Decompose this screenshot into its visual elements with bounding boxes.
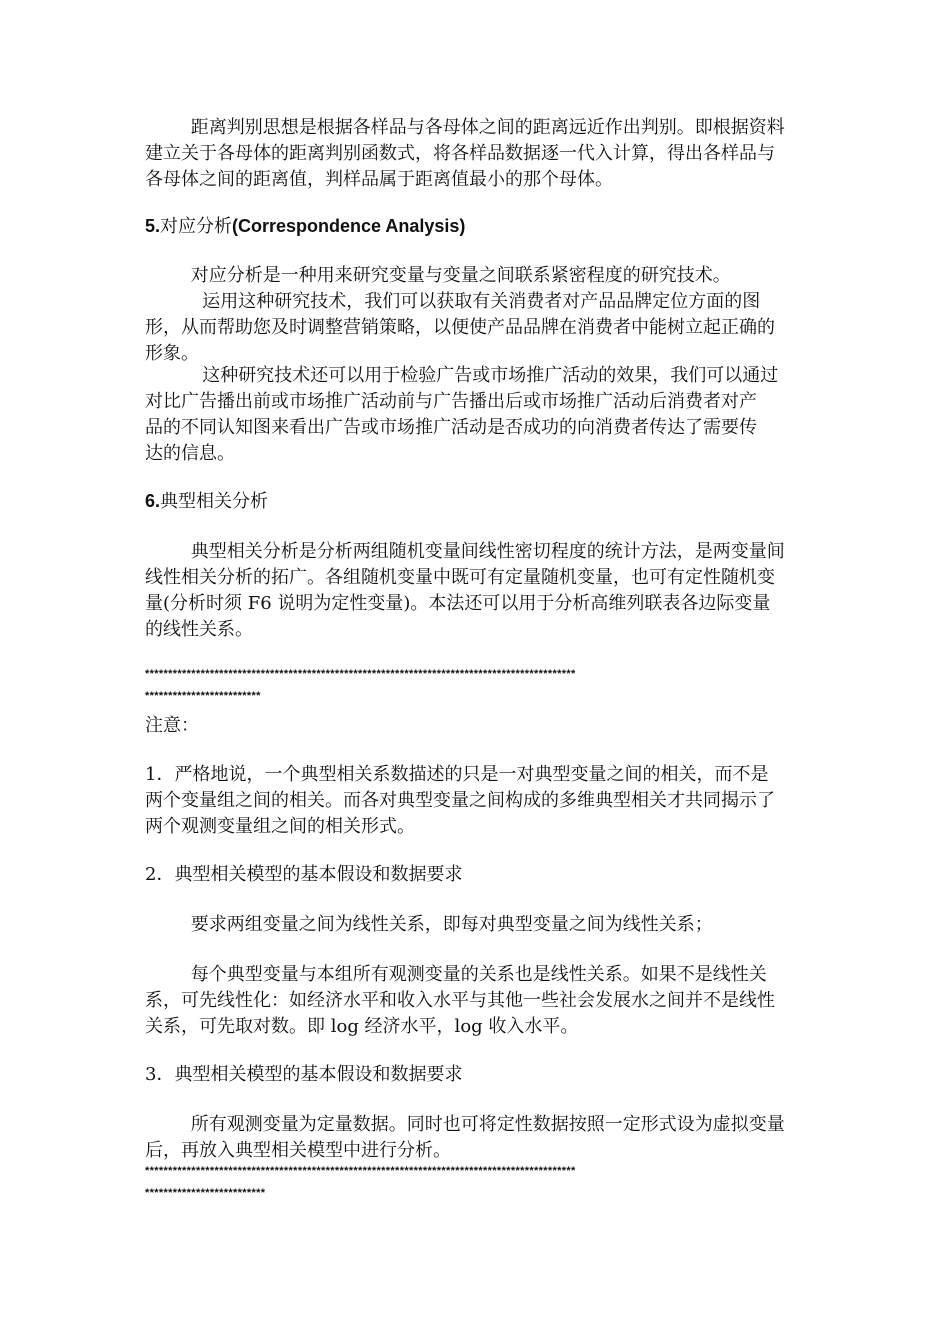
text-line: 系，可先线性化：如经济水平和收入水平与其他一些社会发展水之间并不是线性 (145, 990, 775, 1011)
note-1 (145, 762, 813, 840)
note-2-title (145, 862, 813, 888)
text-line: 形象。 (145, 343, 199, 364)
text-line: 两个观测变量组之间的相关形式。 (145, 816, 415, 837)
text-line: 典型相关分析是分析两组随机变量间线性密切程度的统计方法，是两变量间 (145, 541, 785, 562)
section-6-number: 6. (145, 491, 161, 511)
section-5-heading (145, 214, 465, 239)
text-line: 两个变量组之间的相关。而各对典型变量之间构成的多维典型相关才共同揭示了 (145, 790, 775, 811)
section-6-title-cn: 典型相关分析 (160, 491, 269, 512)
text-line: 形，从而帮助您及时调整营销策略，以便使产品品牌在消费者中能树立起正确的 (145, 317, 775, 338)
text-line: 各母体之间的距离值，判样品属于距离值最小的那个母体。 (145, 169, 613, 190)
paragraph-correspondence-advertising (145, 363, 813, 467)
text-line: 关系，可先取对数。即 log 经济水平，log 收入水平。 (145, 1016, 579, 1037)
text-line: 这种研究技术还可以用于检验广告或市场推广活动的效果，我们可以通过 (145, 365, 779, 386)
section-5-number: 5. (145, 216, 161, 236)
note-label (145, 713, 813, 739)
paragraph-correspondence-definition (145, 263, 813, 289)
note-3-quantitative-data (145, 1112, 813, 1164)
separator-line: ************************** (145, 1187, 266, 1199)
text-line: 对比广告播出前或市场推广活动前与广告播出后或市场推广活动后消费者对产 (145, 391, 757, 412)
paragraph-canonical-correlation (145, 539, 813, 643)
section-6-heading (145, 489, 268, 514)
text-line: 对应分析是一种用来研究变量与变量之间联系紧密程度的研究技术。 (145, 265, 731, 286)
section-5-title-cn: 对应分析 (160, 216, 233, 237)
separator-line: ********************************************************************************************* (145, 1165, 576, 1177)
text-line: 的线性关系。 (145, 619, 253, 640)
separator-line: ************************* (145, 690, 261, 702)
text-line: 注意： (145, 715, 199, 736)
paragraph-correspondence-usage (145, 289, 813, 367)
text-line: 线性相关分析的拓广。各组随机变量中既可有定量随机变量，也可有定性随机变 (145, 567, 775, 588)
text-line: 每个典型变量与本组所有观测变量的关系也是线性关系。如果不是线性关 (145, 964, 767, 985)
text-line: 品的不同认知图来看出广告或市场推广活动是否成功的向消费者传达了需要传 (145, 417, 757, 438)
separator-bottom (145, 1160, 813, 1204)
section-5-title-en: (Correspondence Analysis) (232, 216, 466, 236)
text-line: 运用这种研究技术，我们可以获取有关消费者对产品品牌定位方面的图 (145, 291, 761, 312)
separator-line: ********************************************************************************************* (145, 668, 576, 680)
text-line: 所有观测变量为定量数据。同时也可将定性数据按照一定形式设为虚拟变量 (145, 1114, 785, 1135)
note-3-title (145, 1062, 813, 1088)
text-line: 达的信息。 (145, 443, 235, 464)
text-line: 2．典型相关模型的基本假设和数据要求 (145, 864, 463, 885)
paragraph-distance-discrimination (145, 115, 813, 193)
text-line: 1．严格地说，一个典型相关系数描述的只是一对典型变量之间的相关，而不是 (145, 764, 769, 785)
text-line: 要求两组变量之间为线性关系，即每对典型变量之间为线性关系； (145, 914, 713, 935)
text-line: 量(分析时须 F6 说明为定性变量)。本法还可以用于分析高维列联表各边际变量 (145, 593, 771, 614)
text-line: 建立关于各母体的距离判别函数式，将各样品数据逐一代入计算，得出各样品与 (145, 143, 775, 164)
separator-top (145, 663, 813, 707)
text-line: 距离判别思想是根据各样品与各母体之间的距离远近作出判别。即根据资料 (145, 117, 785, 138)
note-2-linearization (145, 962, 813, 1040)
text-line: 3．典型相关模型的基本假设和数据要求 (145, 1064, 463, 1085)
note-2-linear-requirement (145, 912, 813, 938)
text-line: 后，再放入典型相关模型中进行分析。 (145, 1140, 451, 1161)
